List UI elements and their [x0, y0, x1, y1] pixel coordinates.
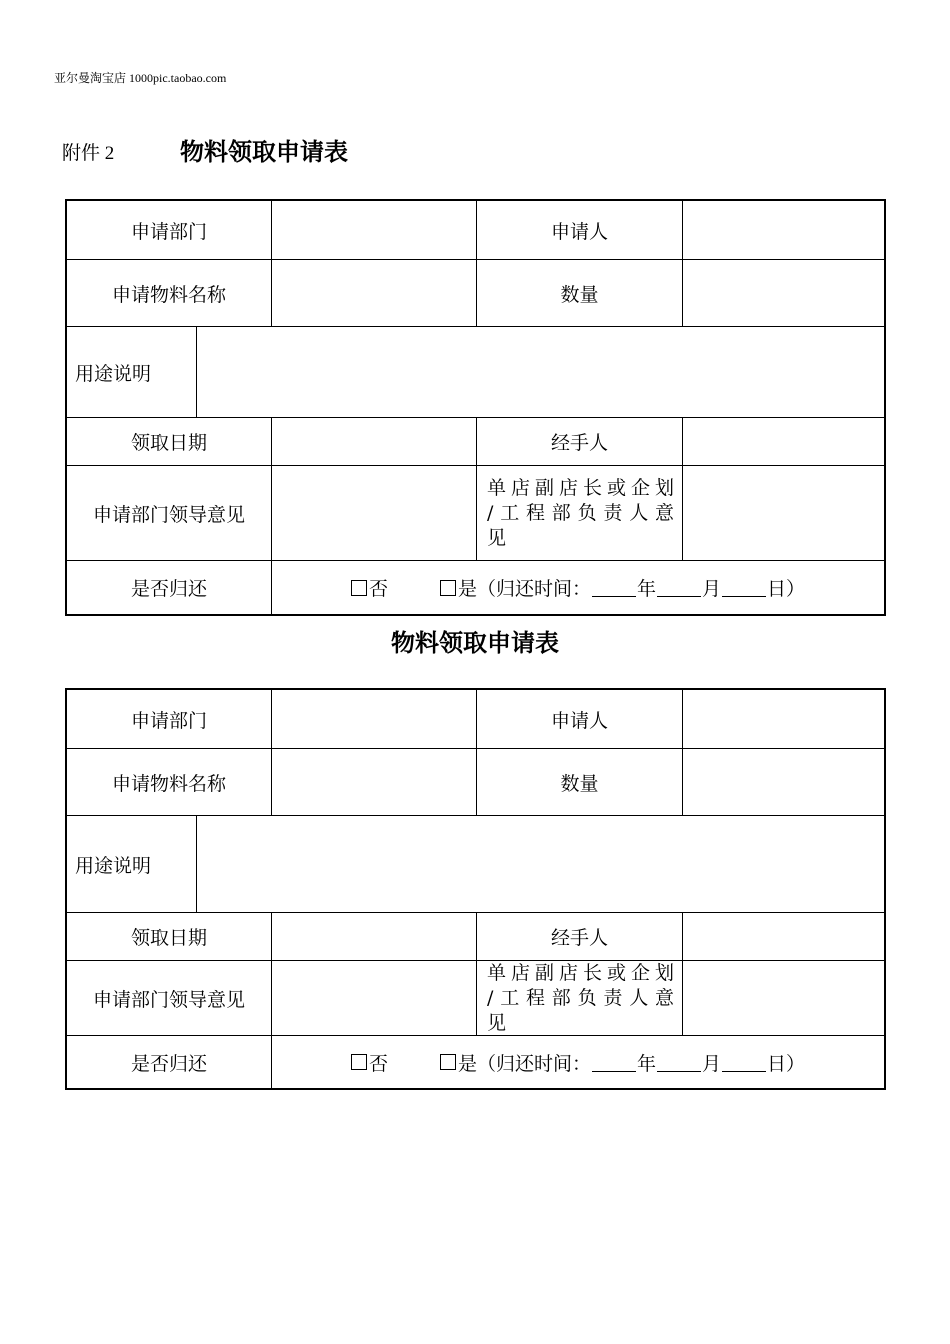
- manager-opinion-field[interactable]: [683, 961, 884, 1035]
- handler-label: 经手人: [477, 913, 683, 960]
- row-dept-applicant: [67, 201, 884, 260]
- row-return: [67, 1036, 884, 1088]
- manager-opinion-line3: 见: [487, 526, 507, 549]
- manager-opinion-label: [477, 466, 683, 560]
- dept-leader-opinion-field[interactable]: [272, 961, 477, 1035]
- pickup-date-label: 领取日期: [67, 418, 272, 465]
- quantity-label: 数量: [477, 260, 683, 326]
- day-label: 日）: [767, 578, 806, 600]
- manager-opinion-line2: /工程部负责人意: [487, 986, 674, 1009]
- attachment-label: 附件 2: [62, 143, 115, 164]
- quantity-field[interactable]: [683, 749, 884, 815]
- row-date-handler: [67, 913, 884, 961]
- manager-opinion-line2: /工程部负责人意: [487, 501, 674, 524]
- purpose-label: 用途说明: [67, 816, 197, 912]
- form-title-1: 物料领取申请表: [180, 138, 348, 166]
- row-material-quantity: [67, 749, 884, 816]
- purpose-field[interactable]: [197, 816, 884, 912]
- material-name-label: 申请物料名称: [67, 749, 272, 815]
- return-month-blank[interactable]: [657, 578, 701, 597]
- return-label: 是否归还: [67, 561, 272, 614]
- material-request-form-2: [65, 688, 886, 1090]
- quantity-label: 数量: [477, 749, 683, 815]
- manager-opinion-line3: 见: [487, 1011, 507, 1034]
- dept-leader-opinion-field[interactable]: [272, 466, 477, 560]
- handler-label: 经手人: [477, 418, 683, 465]
- return-no-checkbox[interactable]: [351, 580, 367, 596]
- row-return: [67, 561, 884, 614]
- applicant-field[interactable]: [683, 201, 884, 259]
- row-opinions: [67, 961, 884, 1036]
- return-no-label: 否: [368, 1052, 388, 1075]
- return-day-blank[interactable]: [722, 578, 766, 597]
- purpose-label: 用途说明: [67, 327, 197, 417]
- month-label: 月: [702, 1052, 722, 1075]
- row-purpose: [67, 816, 884, 913]
- manager-opinion-line1: 单店副店长或企划: [487, 961, 674, 984]
- day-label: 日）: [767, 1052, 806, 1075]
- dept-leader-opinion-label: 申请部门领导意见: [67, 466, 272, 560]
- dept-field[interactable]: [272, 201, 477, 259]
- dept-leader-opinion-label: 申请部门领导意见: [67, 961, 272, 1035]
- material-name-label: 申请物料名称: [67, 260, 272, 326]
- return-no-label: 否: [368, 578, 388, 600]
- row-purpose: [67, 327, 884, 418]
- applicant-field[interactable]: [683, 690, 884, 748]
- return-yes-checkbox[interactable]: [440, 1054, 456, 1070]
- return-options: [272, 1036, 884, 1088]
- applicant-label: 申请人: [477, 690, 683, 748]
- pickup-date-label: 领取日期: [67, 913, 272, 960]
- dept-field[interactable]: [272, 690, 477, 748]
- year-label: 年: [636, 1052, 656, 1075]
- pickup-date-field[interactable]: [272, 418, 477, 465]
- return-options: [272, 561, 884, 614]
- return-day-blank[interactable]: [722, 1053, 766, 1072]
- row-date-handler: [67, 418, 884, 466]
- manager-opinion-label: [477, 961, 683, 1035]
- return-month-blank[interactable]: [657, 1053, 701, 1072]
- return-year-blank[interactable]: [592, 1053, 636, 1072]
- applicant-label: 申请人: [477, 201, 683, 259]
- month-label: 月: [702, 578, 722, 600]
- year-label: 年: [636, 578, 656, 600]
- row-opinions: [67, 466, 884, 561]
- row-dept-applicant: [67, 690, 884, 749]
- return-yes-label: 是（归还时间：: [457, 1052, 591, 1075]
- dept-label: 申请部门: [67, 690, 272, 748]
- material-name-field[interactable]: [272, 749, 477, 815]
- form-title-2: 物料领取申请表: [391, 629, 559, 657]
- handler-field[interactable]: [683, 913, 884, 960]
- header-note: 亚尔曼淘宝店 1000pic.taobao.com: [54, 71, 227, 85]
- quantity-field[interactable]: [683, 260, 884, 326]
- return-label: 是否归还: [67, 1036, 272, 1088]
- dept-label: 申请部门: [67, 201, 272, 259]
- manager-opinion-line1: 单店副店长或企划: [487, 476, 674, 499]
- handler-field[interactable]: [683, 418, 884, 465]
- pickup-date-field[interactable]: [272, 913, 477, 960]
- return-yes-label: 是（归还时间：: [457, 578, 591, 600]
- purpose-field[interactable]: [197, 327, 884, 417]
- return-no-checkbox[interactable]: [351, 1054, 367, 1070]
- material-request-form-1: [65, 199, 886, 616]
- return-yes-checkbox[interactable]: [440, 580, 456, 596]
- return-year-blank[interactable]: [592, 578, 636, 597]
- manager-opinion-field[interactable]: [683, 466, 884, 560]
- row-material-quantity: [67, 260, 884, 327]
- material-name-field[interactable]: [272, 260, 477, 326]
